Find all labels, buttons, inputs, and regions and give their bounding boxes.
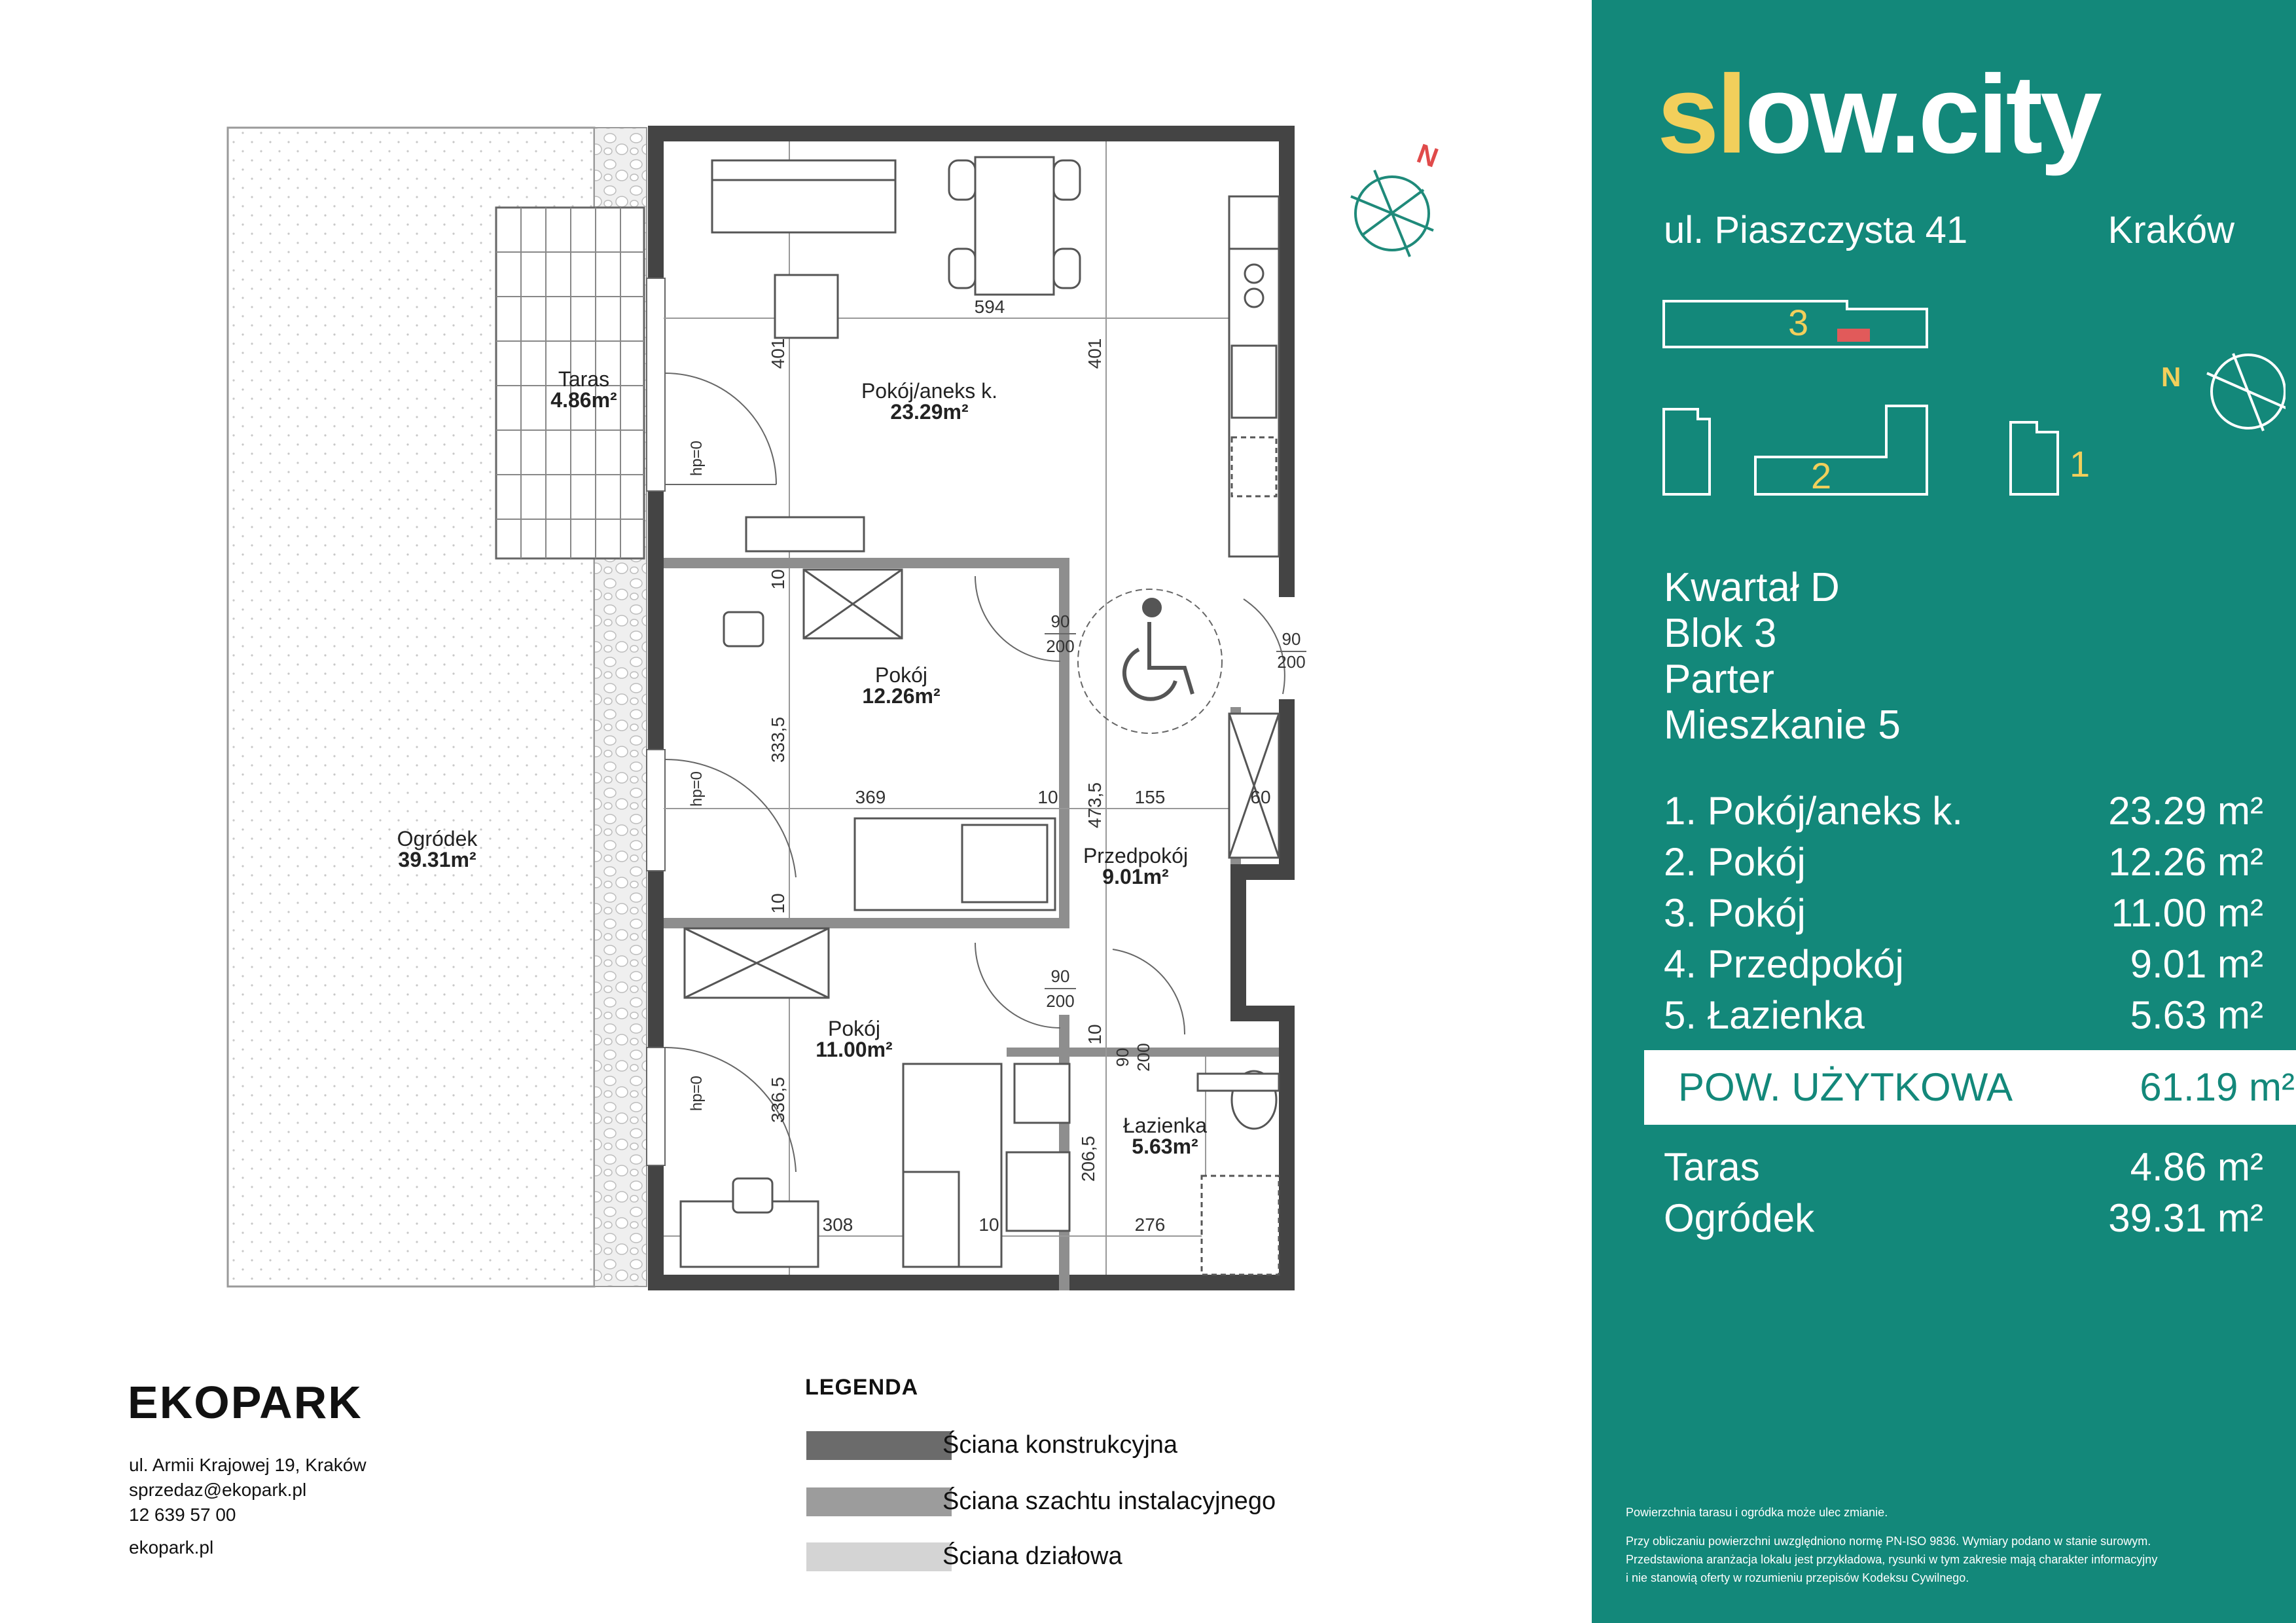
dimension-label: 10 [768, 893, 788, 914]
info-panel [1592, 0, 2296, 1623]
room-list-label: 4. Przedpokój [1664, 942, 1904, 986]
dimension-label: 10 [978, 1214, 999, 1235]
room-list-area: 9.01 m² [2130, 942, 2263, 986]
dimension-label: 594 [974, 297, 1005, 317]
company-address: ul. Armii Krajowej 19, Kraków [129, 1455, 367, 1475]
key-plan-north-label: N [2161, 361, 2181, 392]
legend-title: LEGENDA [805, 1375, 919, 1400]
dimension-label: 10 [1037, 787, 1058, 807]
room-area-terrace: 4.86m² [550, 388, 617, 412]
dimension-label: 10 [768, 569, 788, 590]
dimension-label: 333,5 [768, 716, 788, 763]
room-list-label: 3. Pokój [1664, 891, 1806, 935]
room-name-terrace: Taras [558, 367, 610, 391]
city-text: Kraków [2108, 209, 2234, 251]
brand-logo: slow.city [1657, 52, 2100, 177]
note-line: i nie stanowią oferty w rozumieniu przepisów Kodeksu Cywilnego. [1626, 1571, 1969, 1584]
note-line: Przedstawiona aranżacja lokalu jest przykładowa, rysunki w tym zakresie mają charakter informacyjny [1626, 1553, 2158, 1566]
legend-label: Ściana konstrukcyjna [942, 1431, 1178, 1459]
room-area-bedroom-2: 11.00m² [816, 1038, 893, 1061]
dimension-label: 308 [822, 1214, 853, 1235]
room-list-area: 12.26 m² [2108, 840, 2263, 884]
room-name-living: Pokój/aneks k. [861, 379, 998, 403]
room-list-area: 11.00 m² [2111, 891, 2263, 935]
company-phone[interactable]: 12 639 57 00 [129, 1504, 236, 1525]
note-line: Powierzchnia tarasu i ogródka może ulec zmianie. [1626, 1506, 1888, 1519]
key-plan-label-3: 3 [1788, 302, 1809, 343]
garden-label: Ogródek [1664, 1196, 1815, 1240]
room-name-bedroom-2: Pokój [827, 1017, 881, 1040]
dimension-label: 155 [1134, 787, 1166, 807]
dimension-label: 206,5 [1078, 1135, 1098, 1182]
legend-swatch-shaft [806, 1487, 952, 1516]
key-plan-diagram [1657, 295, 2286, 511]
note-line: Przy obliczaniu powierzchni uwzględniono normę PN-ISO 9836. Wymiary podano w stanie surowym. [1626, 1535, 2151, 1548]
legend-swatch-structural [806, 1431, 952, 1460]
door-width-label: 90 [1282, 629, 1301, 649]
window-sill-label: hp=0 [688, 440, 706, 477]
dimension-label: 401 [1085, 338, 1105, 369]
dimension-label: 473,5 [1085, 782, 1105, 829]
room-list-area: 5.63 m² [2130, 993, 2263, 1037]
window-sill-label: hp=0 [688, 771, 706, 807]
door-height-label: 200 [1046, 991, 1075, 1011]
room-area-bedroom-1: 12.26m² [862, 684, 941, 708]
room-name-garden: Ogródek [397, 827, 478, 850]
room-list-area: 23.29 m² [2108, 789, 2263, 833]
key-plan-label-2: 2 [1811, 455, 1832, 496]
door-width-label: 90 [1050, 966, 1070, 986]
company-email[interactable]: sprzedaz@ekopark.pl [129, 1480, 307, 1500]
legend-label: Ściana działowa [942, 1542, 1122, 1570]
terrace-label: Taras [1664, 1145, 1760, 1189]
garden-area-value: 39.31 m² [2108, 1196, 2263, 1240]
dimension-label: 336,5 [768, 1076, 788, 1123]
quarter-text: Kwartał D [1664, 565, 1840, 610]
door-width-label: 90 [1050, 611, 1070, 631]
dimension-label: 401 [768, 338, 788, 369]
room-area-living: 23.29m² [890, 400, 969, 424]
room-list-label: 1. Pokój/aneks k. [1664, 789, 1963, 833]
company-logo: EKOPARK [128, 1377, 363, 1428]
total-area-box [1644, 1050, 2296, 1125]
block-text: Blok 3 [1664, 611, 1777, 656]
room-list-label: 5. Łazienka [1664, 993, 1865, 1037]
wheelchair-icon [1124, 600, 1193, 699]
dimension-label: 276 [1134, 1214, 1166, 1235]
room-name-bedroom-1: Pokój [874, 663, 928, 687]
key-plan-label-1: 1 [2070, 443, 2090, 484]
company-website[interactable]: ekopark.pl [129, 1537, 214, 1558]
room-name-bathroom: Łazienka [1122, 1114, 1208, 1137]
room-area-garden: 39.31m² [398, 848, 476, 871]
total-area-label: POW. UŻYTKOWA [1678, 1065, 2013, 1109]
legend-swatch-partition [806, 1542, 952, 1571]
terrace-area: 4.86 m² [2130, 1145, 2263, 1189]
door-height-label: 200 [1134, 1043, 1153, 1072]
dimension-label: 369 [855, 787, 886, 807]
door-width-label: 90 [1113, 1048, 1132, 1067]
total-area-value: 61.19 m² [2140, 1065, 2295, 1109]
room-list-label: 2. Pokój [1664, 840, 1806, 884]
room-area-bathroom: 5.63m² [1132, 1135, 1198, 1158]
dimension-label: 10 [1085, 1024, 1105, 1045]
compass-north-label: N [1413, 137, 1443, 173]
legend-label: Ściana szachtu instalacyjnego [942, 1487, 1276, 1515]
floor-text: Parter [1664, 657, 1774, 702]
dimension-label: 60 [1250, 787, 1271, 807]
room-area-hallway: 9.01m² [1102, 865, 1169, 888]
room-name-hallway: Przedpokój [1083, 844, 1189, 867]
address-text: ul. Piaszczysta 41 [1664, 209, 1968, 251]
door-height-label: 200 [1046, 636, 1075, 656]
compass-icon [1351, 170, 1433, 257]
window-sill-label: hp=0 [688, 1075, 706, 1112]
apartment-text: Mieszkanie 5 [1664, 702, 1901, 748]
door-height-label: 200 [1277, 652, 1306, 672]
